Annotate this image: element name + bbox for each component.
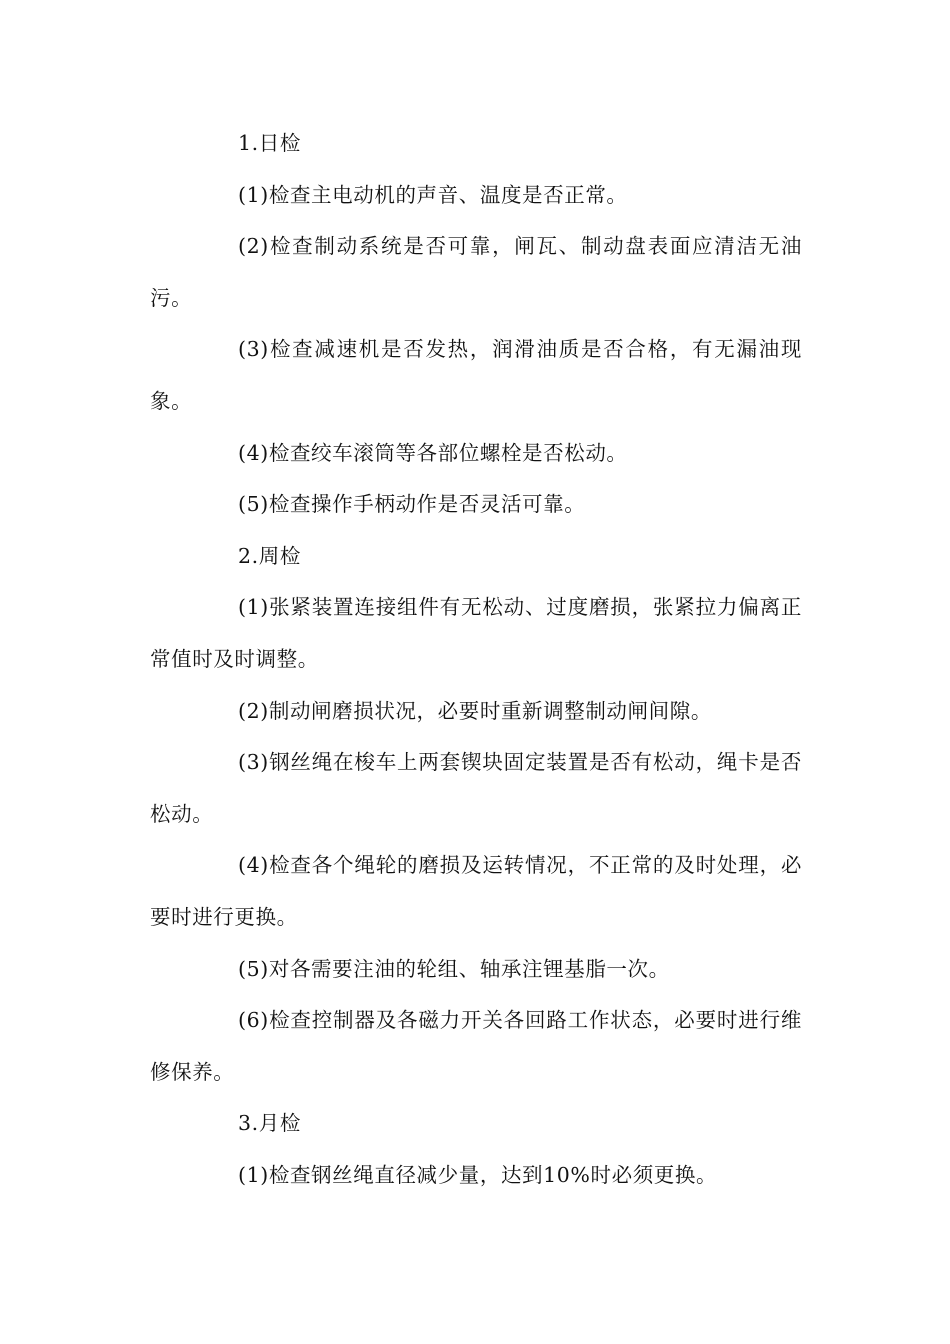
paragraph: (3)钢丝绳在梭车上两套锲块固定装置是否有松动，绳卡是否松动。 <box>150 750 802 826</box>
paragraph: (1)检查钢丝绳直径减少量，达到10%时必须更换。 <box>238 1162 718 1187</box>
section-heading-monthly: 3.月检 <box>238 1111 301 1136</box>
paragraph: (5)检查操作手柄动作是否灵活可靠。 <box>238 492 586 517</box>
paragraph: (3)检查减速机是否发热，润滑油质是否合格，有无漏油现象。 <box>150 337 802 413</box>
paragraph: (1)检查主电动机的声音、温度是否正常。 <box>238 182 628 207</box>
paragraph: (6)检查控制器及各磁力开关各回路工作状态，必要时进行维修保养。 <box>150 1008 802 1084</box>
section-heading-daily: 1.日检 <box>238 131 301 155</box>
paragraph: (2)检查制动系统是否可靠，闸瓦、制动盘表面应清洁无油污。 <box>150 234 802 310</box>
section-heading-weekly: 2.周检 <box>238 543 301 568</box>
paragraph: (4)检查绞车滚筒等各部位螺栓是否松动。 <box>238 440 628 465</box>
paragraph: (1)张紧装置连接组件有无松动、过度磨损，张紧拉力偏离正常值时及时调整。 <box>150 595 802 671</box>
paragraph: (4)检查各个绳轮的磨损及运转情况，不正常的及时处理，必要时进行更换。 <box>150 853 802 929</box>
document-body <box>150 118 802 1201</box>
paragraph: (5)对各需要注油的轮组、轴承注锂基脂一次。 <box>238 956 670 981</box>
paragraph: (2)制动闸磨损状况，必要时重新调整制动闸间隙。 <box>238 698 712 723</box>
